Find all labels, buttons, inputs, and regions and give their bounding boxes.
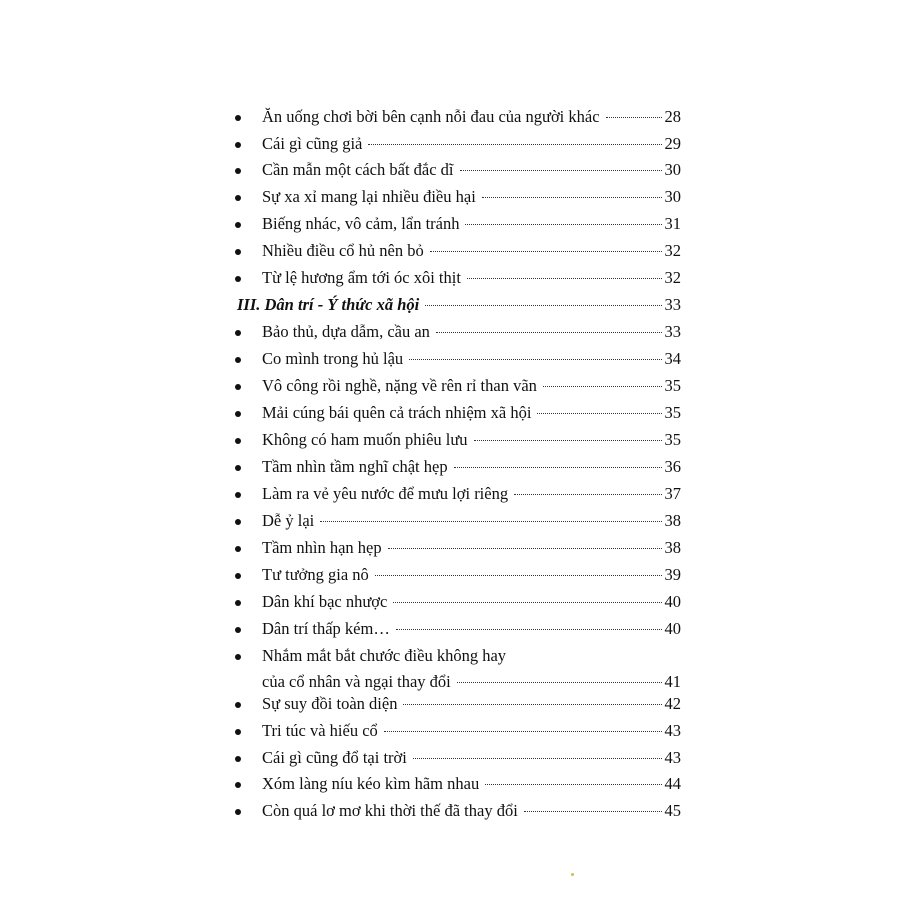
toc-entry-page: 38: [664, 511, 681, 530]
bullet-icon: [235, 168, 241, 174]
toc-entry: [262, 319, 681, 345]
dot-leader: [454, 467, 662, 468]
toc-entry-label-continued: của cổ nhân và ngại thay đổi: [262, 672, 451, 691]
bullet-icon: [235, 384, 241, 390]
toc-entry-label: Cái gì cũng giả: [262, 134, 363, 153]
toc-entry-page: 40: [664, 619, 681, 638]
bullet-icon: [235, 654, 241, 660]
bullet-icon: [235, 357, 241, 363]
toc-entry: [262, 265, 681, 291]
toc-entry-label: Vô công rồi nghề, nặng về rên rỉ than vãn: [262, 376, 537, 395]
dot-leader: [384, 731, 662, 732]
dot-leader: [465, 224, 661, 225]
dot-leader: [403, 704, 661, 705]
toc-entry-page: 35: [664, 430, 681, 449]
toc-entry-label: Sự suy đồi toàn diện: [262, 694, 398, 713]
toc-entry-page: 33: [664, 295, 681, 314]
toc-entry: [262, 798, 681, 824]
dot-leader: [482, 197, 662, 198]
toc-entry: [262, 373, 681, 399]
bullet-icon: [235, 573, 241, 579]
toc-entry-page: 40: [664, 592, 681, 611]
bullet-icon: [235, 438, 241, 444]
dot-leader: [457, 682, 662, 683]
toc-entry-label: Tri túc và hiếu cổ: [262, 721, 378, 740]
toc-entry-label: Còn quá lơ mơ khi thời thế đã thay đổi: [262, 801, 518, 820]
toc-entry-label: Xóm làng níu kéo kìm hãm nhau: [262, 774, 480, 793]
toc-entry-label: Co mình trong hủ lậu: [262, 349, 404, 368]
bullet-icon: [235, 729, 241, 735]
toc-entry-label: Ăn uống chơi bời bên cạnh nỗi đau của người khác: [262, 107, 600, 126]
dot-leader: [543, 386, 662, 387]
toc-entry: [262, 400, 681, 426]
bullet-icon: [235, 756, 241, 762]
toc-entry-label: Làm ra vẻ yêu nước để mưu lợi riêng: [262, 484, 509, 503]
toc-entry: [262, 589, 681, 615]
toc-entry-label: Nhắm mắt bắt chước điều không hay: [262, 646, 507, 665]
bullet-icon: [235, 411, 241, 417]
toc-entry: [262, 104, 681, 130]
toc-entry-label: Không có ham muốn phiêu lưu: [262, 430, 468, 449]
bullet-icon: [235, 115, 241, 121]
dot-leader: [436, 332, 662, 333]
toc-entry: [262, 184, 681, 210]
bullet-icon: [235, 492, 241, 498]
toc-entry-page: 38: [664, 538, 681, 557]
dot-leader: [430, 251, 662, 252]
toc-entry-page: 28: [664, 107, 681, 126]
toc-entry-label: Dân khí bạc nhược: [262, 592, 388, 611]
dot-leader: [368, 144, 661, 145]
toc-entry-page: 31: [664, 214, 681, 233]
dot-leader: [606, 117, 662, 118]
toc-entry-page: 44: [664, 774, 681, 793]
toc-entry: [262, 562, 681, 588]
bullet-icon: [235, 465, 241, 471]
toc-entry: [262, 454, 681, 480]
toc-entry-page: 33: [664, 322, 681, 341]
toc-entry-label: Biếng nhác, vô cảm, lẩn tránh: [262, 214, 460, 233]
bullet-icon: [235, 249, 241, 255]
bullet-icon: [235, 142, 241, 148]
toc-entry-label: Nhiều điều cổ hủ nên bỏ: [262, 241, 424, 260]
toc-entry: [262, 643, 681, 695]
toc-entry: [262, 427, 681, 453]
toc-entry-page: 34: [664, 349, 681, 368]
toc-entry-label: Tầm nhìn hạn hẹp: [262, 538, 382, 557]
toc-entry: [262, 157, 681, 183]
toc-entry-label: Bảo thủ, dựa dẫm, cầu an: [262, 322, 430, 341]
toc-entry-page: 36: [664, 457, 681, 476]
toc-entry-label: Cái gì cũng đổ tại trời: [262, 748, 407, 767]
bullet-icon: [235, 782, 241, 788]
toc-entry: [262, 211, 681, 237]
toc-entry: [262, 481, 681, 507]
toc-entry-label: Dễ ỷ lại: [262, 511, 315, 530]
dot-leader: [514, 494, 661, 495]
toc-entry-page: 45: [664, 801, 681, 820]
toc-entry-label: Từ lệ hương ẩm tới óc xôi thịt: [262, 268, 461, 287]
toc-entry-page: 32: [664, 241, 681, 260]
toc-entry-label: Dân trí thấp kém…: [262, 619, 390, 638]
toc-entry-label: Cần mẫn một cách bất đắc dĩ: [262, 160, 454, 179]
dot-leader: [425, 305, 661, 306]
toc-entry: [262, 535, 681, 561]
toc-entry: [262, 346, 681, 372]
toc-section-label: III. Dân trí - Ý thức xã hội: [237, 295, 420, 314]
print-speck: [571, 873, 574, 876]
bullet-icon: [235, 195, 241, 201]
toc-entry-label: Tầm nhìn tầm nghĩ chật hẹp: [262, 457, 448, 476]
toc-entry-page: 30: [664, 160, 681, 179]
dot-leader: [537, 413, 661, 414]
dot-leader: [413, 758, 662, 759]
toc-entry: [262, 771, 681, 797]
bullet-icon: [235, 276, 241, 282]
toc-entry: [262, 131, 681, 157]
toc-entry: [262, 745, 681, 771]
bullet-icon: [235, 600, 241, 606]
dot-leader: [396, 629, 662, 630]
toc-entry-page: 43: [664, 721, 681, 740]
toc-entry-page: 41: [664, 672, 681, 691]
toc-section-heading: [237, 292, 681, 318]
toc-entry-page: 35: [664, 403, 681, 422]
bullet-icon: [235, 330, 241, 336]
bullet-icon: [235, 546, 241, 552]
toc-entry: [262, 718, 681, 744]
dot-leader: [320, 521, 661, 522]
toc-entry-page: 43: [664, 748, 681, 767]
toc-entry: [262, 508, 681, 534]
toc-entry: [262, 238, 681, 264]
toc-entry: [262, 616, 681, 642]
bullet-icon: [235, 519, 241, 525]
toc-entry-label: Sự xa xỉ mang lại nhiều điều hại: [262, 187, 476, 206]
toc-entry-page: 29: [664, 134, 681, 153]
dot-leader: [460, 170, 662, 171]
dot-leader: [393, 602, 661, 603]
bullet-icon: [235, 702, 241, 708]
toc-entry-label: Tư tưởng gia nô: [262, 565, 369, 584]
toc-entry-page: 35: [664, 376, 681, 395]
toc-entry-page: 39: [664, 565, 681, 584]
bullet-icon: [235, 627, 241, 633]
toc-entry-page: 30: [664, 187, 681, 206]
dot-leader: [485, 784, 661, 785]
dot-leader: [388, 548, 662, 549]
bullet-icon: [235, 222, 241, 228]
toc-entry-page: 37: [664, 484, 681, 503]
dot-leader: [375, 575, 662, 576]
toc-entry: [262, 691, 681, 717]
dot-leader: [474, 440, 662, 441]
toc-entry-page: 32: [664, 268, 681, 287]
toc-entry-page: 42: [664, 694, 681, 713]
bullet-icon: [235, 809, 241, 815]
dot-leader: [409, 359, 661, 360]
toc-entry-label: Mải cúng bái quên cả trách nhiệm xã hội: [262, 403, 532, 422]
dot-leader: [467, 278, 662, 279]
dot-leader: [524, 811, 662, 812]
